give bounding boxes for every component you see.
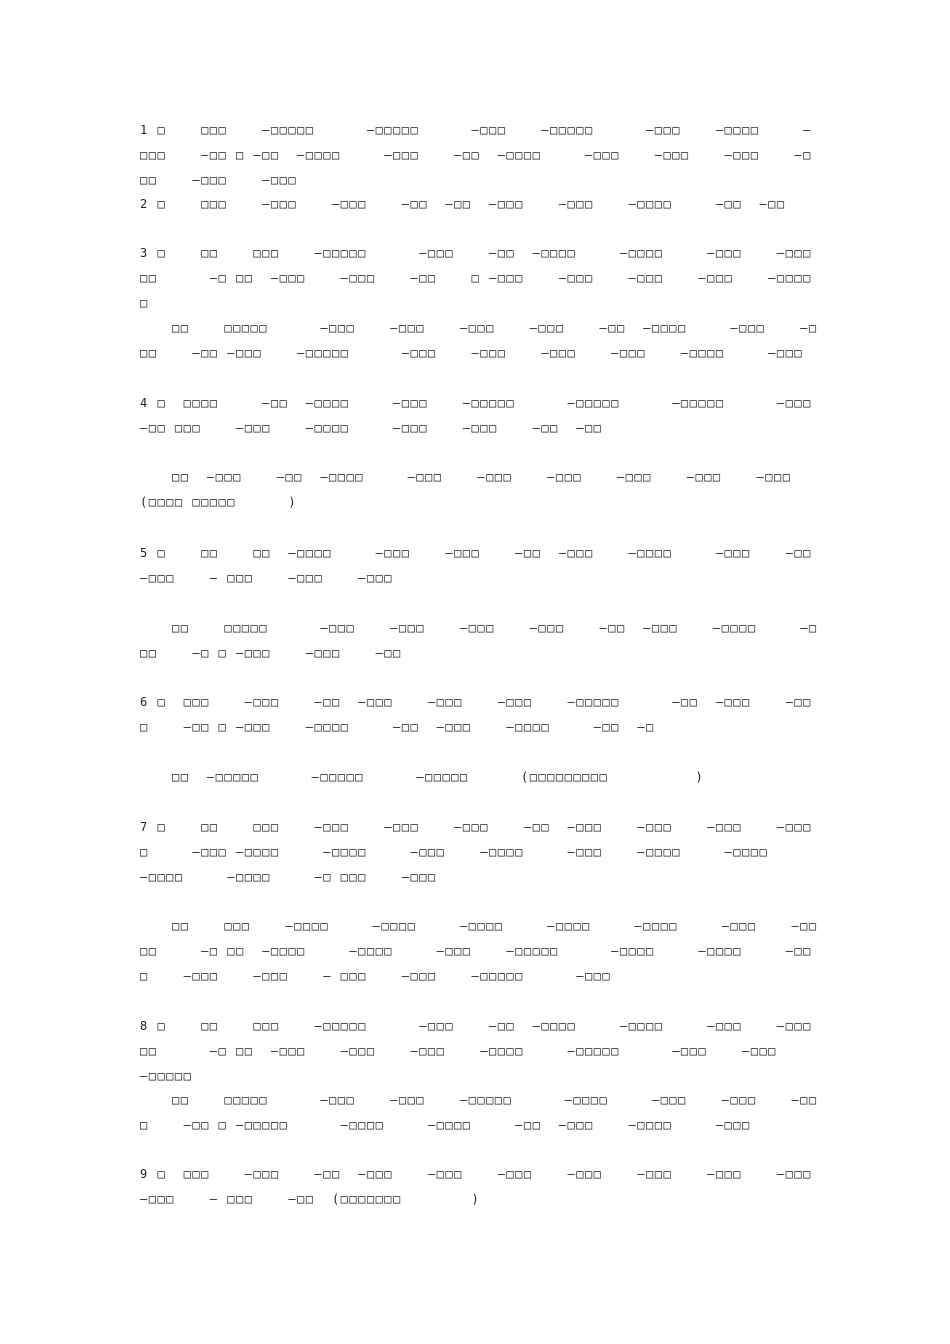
item-1-text: 1 □ □□□ —□□□□□ —□□□□□ —□□□ —□□□□□ —□□□ —□□□□ —□□□ —□□ □ —□□ —□□□□ —□□□ —□□ —□□□□ —□□□ —□□□ —□□□ —□□□ —□□□ —□□□ (140, 123, 812, 187)
item-7-text: 7 □ □□ □□□ —□□□ —□□□ —□□□ —□□ —□□□ —□□□ —□□□ —□□□□ —□□□ —□□□□ —□□□□ —□□□ —□□□□ —□□□ —□□□□ —□□□□ —□□□□ —□□□□ —□ □□□ —□□□ (140, 820, 812, 884)
item-6-text: 6 □ □□□ —□□□ —□□ —□□□ —□□□ —□□□ —□□□□□ —□□ —□□□ —□□□ —□□ □ —□□□ —□□□□ —□□ —□□□ —□□□□ —□□ —□ (140, 695, 812, 734)
item-5-text: 5 □ □□ □□ —□□□□ —□□□ —□□□ —□□ —□□□ —□□□□ —□□□ —□□ —□□□ — □□□ —□□□ —□□□ (140, 546, 830, 585)
item-6-continuation: □□ —□□□□□ —□□□□□ —□□□□□ (□□□□□□□□□ ) (172, 770, 705, 784)
item-3-continuation: □□ □□□□□ —□□□ —□□□ —□□□ —□□□ —□□ —□□□□ —□□□ —□□□ —□□ —□□□ —□□□□□ —□□□ —□□□ —□□□ —□□□ —□□□□ —□□□ (140, 321, 818, 360)
item-8-text: 8 □ □□ □□□ —□□□□□ —□□□ —□□ —□□□□ —□□□□ —□□□ —□□□□□ —□ □□ —□□□ —□□□ —□□□ —□□□□ —□□□□□ —□□□ —□□□ —□□□□□ (140, 1019, 812, 1083)
item-8-continuation: □□ □□□□□ —□□□ —□□□ —□□□□□ —□□□□ —□□□ —□□□ —□□□ —□□ □ —□□□□□ —□□□□ —□□□□ —□□ —□□□ —□□□□ —□□□ (140, 1093, 818, 1132)
item-7-continuation: □□ □□□ —□□□□ —□□□□ —□□□□ —□□□□ —□□□□ —□□□ —□□□□ —□ □□ —□□□□ —□□□□ —□□□ —□□□□□ —□□□□ —□□□□ —□□□ —□□□ —□□□ — □□□ —□□□ —□□□□□ —□□□ (140, 919, 818, 983)
item-2-text: 2 □ □□□ —□□□ —□□□ —□□ —□□ —□□□ —□□□ —□□□□ —□□ —□□ (140, 197, 786, 211)
item-3-text: 3 □ □□ □□□ —□□□□□ —□□□ —□□ —□□□□ —□□□□ —□□□ —□□□□□ —□ □□ —□□□ —□□□ —□□ □ —□□□ —□□□ —□□□ —□□□ —□□□□□ (140, 246, 812, 310)
item-9-text: 9 □ □□□ —□□□ —□□ —□□□ —□□□ —□□□ —□□□ —□□□ —□□□ —□□□ —□□□ — □□□ —□□ (□□□□□□□ ) (140, 1167, 847, 1206)
item-5-continuation: □□ □□□□□ —□□□ —□□□ —□□□ —□□□ —□□ —□□□ —□□□□ —□□□ —□ □ —□□□ —□□□ —□□ (140, 621, 818, 660)
item-4-continuation: □□ —□□□ —□□ —□□□□ —□□□ —□□□ —□□□ —□□□ —□□□ —□□□ (□□□□ □□□□□ ) (140, 470, 827, 509)
item-4-text: 4 □ □□□□ —□□ —□□□□ —□□□ —□□□□□ —□□□□□ —□□□□□ —□□□ —□□ □□□ —□□□ —□□□□ —□□□ —□□□ —□□ —□□ (140, 396, 847, 435)
